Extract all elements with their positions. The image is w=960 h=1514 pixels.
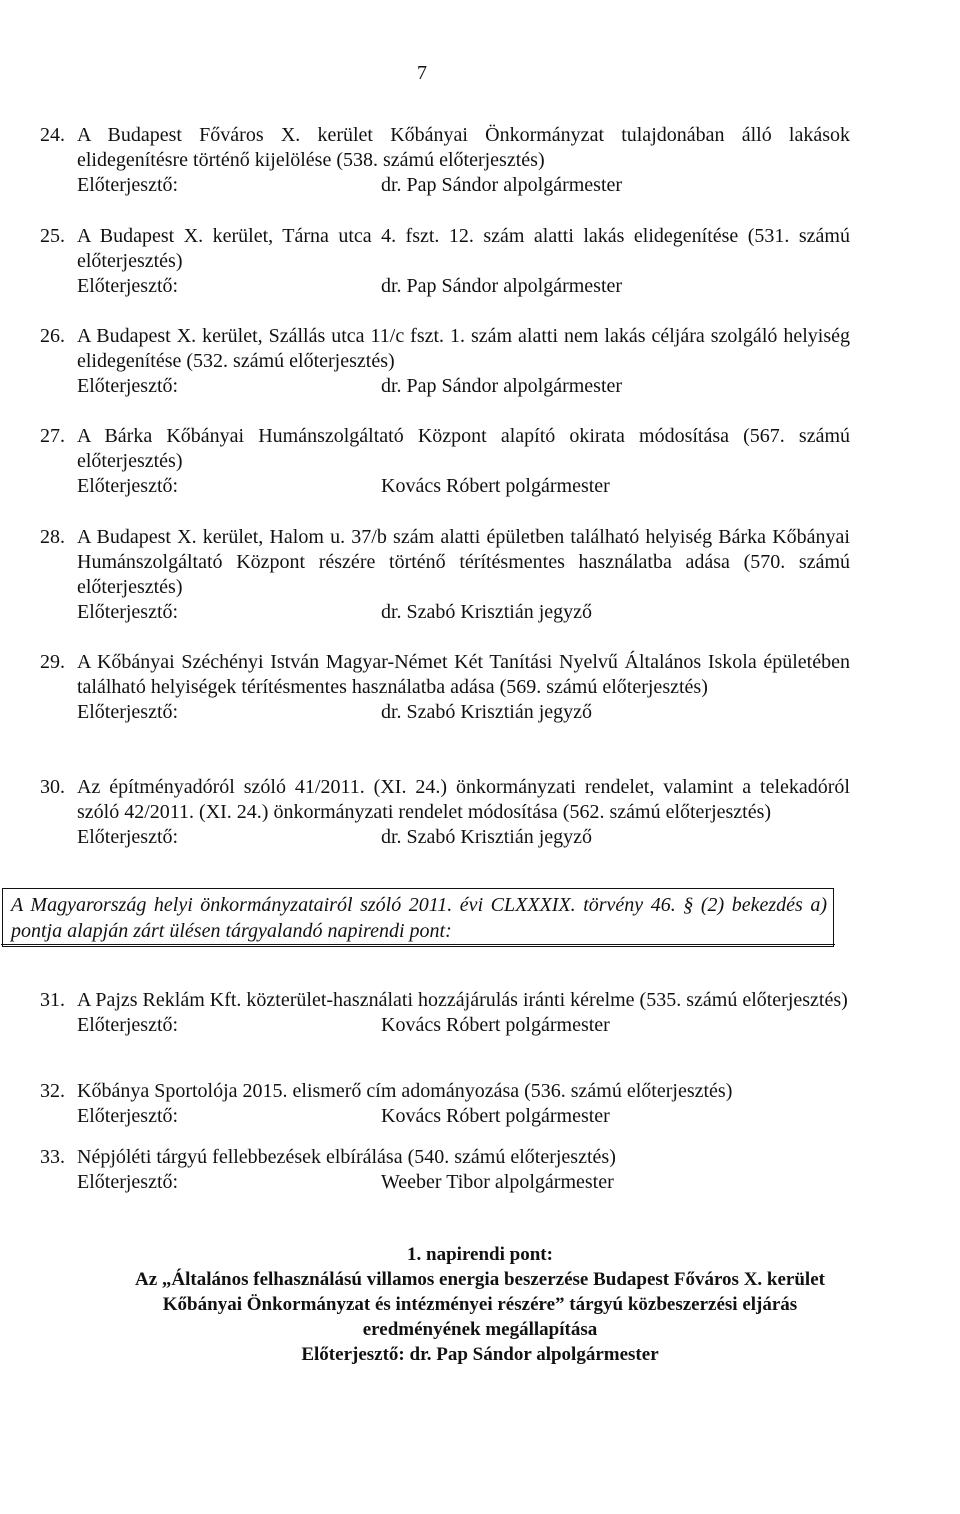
agenda-item-27 [40, 424, 850, 499]
item-number: 31. [40, 989, 65, 1011]
presenter-row [77, 374, 850, 399]
item-number: 30. [40, 776, 65, 798]
presenter-row [77, 474, 850, 499]
presenter-name: dr. Szabó Krisztián jegyző [381, 701, 593, 723]
item-text: A Budapest X. kerület, Szállás utca 11/c fszt. 1. szám alatti nem lakás céljára szolgáló helyiség elidegenítése (532. számú előterjesztés) [77, 325, 850, 372]
presenter-row [77, 1104, 850, 1129]
agenda-point-heading-block [0, 1242, 960, 1367]
item-number: 25. [40, 225, 65, 247]
item-number: 27. [40, 425, 65, 447]
item-text: A Budapest Főváros X. kerület Kőbányai Önkormányzat tulajdonában álló lakások elidegenítésre történő kijelölése (538. számú előterjesztés) [77, 124, 850, 171]
presenter-name: Kovács Róbert polgármester [381, 1105, 610, 1127]
presenter-name: dr. Pap Sándor alpolgármester [381, 174, 623, 196]
presenter-label: Előterjesztő: [77, 1105, 179, 1127]
agenda-presenter: Előterjesztő: dr. Pap Sándor alpolgármester [301, 1344, 659, 1365]
agenda-title-line: eredményének megállapítása [362, 1319, 598, 1340]
presenter-label: Előterjesztő: [77, 601, 179, 623]
agenda-title-line: Kőbányai Önkormányzat és intézményei részére” tárgyú közbeszerzési eljárás [162, 1294, 798, 1315]
agenda-item-30 [40, 775, 850, 850]
item-text: A Budapest X. kerület, Halom u. 37/b szám alatti épületben található helyiség Bárka Kőbányai Humánszolgáltató Központ részére történő térítésmentes használatba adása (570. számú előterjesztés) [77, 526, 850, 598]
item-number: 29. [40, 651, 65, 673]
presenter-row [77, 274, 850, 299]
presenter-name: dr. Pap Sándor alpolgármester [381, 375, 623, 397]
item-text: A Budapest X. kerület, Tárna utca 4. fszt. 12. szám alatti lakás elidegenítése (531. számú előterjesztés) [77, 225, 850, 272]
agenda-item-25 [40, 224, 850, 299]
presenter-name: dr. Szabó Krisztián jegyző [381, 601, 593, 623]
presenter-name: dr. Szabó Krisztián jegyző [381, 826, 593, 848]
presenter-label: Előterjesztő: [77, 174, 179, 196]
closed-session-notice: A Magyarország helyi önkormányzatairól szóló 2011. évi CLXXXIX. törvény 46. § (2) bekezdés a) pontja alapján zárt ülésen tárgyalandó napirendi pont: [2, 888, 834, 947]
agenda-item-31 [40, 988, 850, 1038]
presenter-row [77, 700, 850, 725]
presenter-label: Előterjesztő: [77, 275, 179, 297]
presenter-name: Kovács Róbert polgármester [381, 1014, 610, 1036]
agenda-item-32 [40, 1079, 850, 1129]
presenter-label: Előterjesztő: [77, 826, 179, 848]
item-text: A Pajzs Reklám Kft. közterület-használati hozzájárulás iránti kérelme (535. számú előterjesztés) [77, 989, 848, 1011]
presenter-label: Előterjesztő: [77, 701, 179, 723]
agenda-item-29 [40, 650, 850, 725]
presenter-row [77, 173, 850, 198]
presenter-name: Kovács Róbert polgármester [381, 475, 610, 497]
item-number: 33. [40, 1146, 65, 1168]
agenda-title-line: Az „Általános felhasználású villamos energia beszerzése Budapest Főváros X. kerület [135, 1269, 825, 1290]
agenda-item-28 [40, 525, 850, 625]
item-number: 28. [40, 526, 65, 548]
presenter-row [77, 1013, 850, 1038]
presenter-name: Weeber Tibor alpolgármester [381, 1171, 614, 1193]
item-text: A Bárka Kőbányai Humánszolgáltató Központ alapító okirata módosítása (567. számú előterjesztés) [77, 425, 850, 472]
presenter-name: dr. Pap Sándor alpolgármester [381, 275, 623, 297]
presenter-row [77, 1170, 850, 1195]
presenter-row [77, 825, 850, 850]
item-number: 32. [40, 1080, 65, 1102]
agenda-item-24 [40, 123, 850, 198]
item-text: Népjóléti tárgyú fellebbezések elbírálása (540. számú előterjesztés) [77, 1146, 616, 1168]
agenda-item-33 [40, 1145, 850, 1195]
agenda-item-26 [40, 324, 850, 399]
page-number: 7 [417, 62, 427, 84]
agenda-heading: 1. napirendi pont: [407, 1244, 553, 1265]
item-number: 26. [40, 325, 65, 347]
presenter-row [77, 600, 850, 625]
presenter-label: Előterjesztő: [77, 1171, 179, 1193]
item-text: A Kőbányai Széchényi István Magyar-Német Két Tanítási Nyelvű Általános Iskola épületében található helyiségek térítésmentes használatba adása (569. számú előterjesztés) [77, 651, 850, 698]
presenter-label: Előterjesztő: [77, 375, 179, 397]
presenter-label: Előterjesztő: [77, 475, 179, 497]
item-number: 24. [40, 124, 65, 146]
item-text: Kőbánya Sportolója 2015. elismerő cím adományozása (536. számú előterjesztés) [77, 1080, 733, 1102]
item-text: Az építményadóról szóló 41/2011. (XI. 24.) önkormányzati rendelet, valamint a telekadóról szóló 42/2011. (XI. 24.) önkormányzati rendelet módosítása (562. számú előterjesztés) [77, 776, 850, 823]
presenter-label: Előterjesztő: [77, 1014, 179, 1036]
